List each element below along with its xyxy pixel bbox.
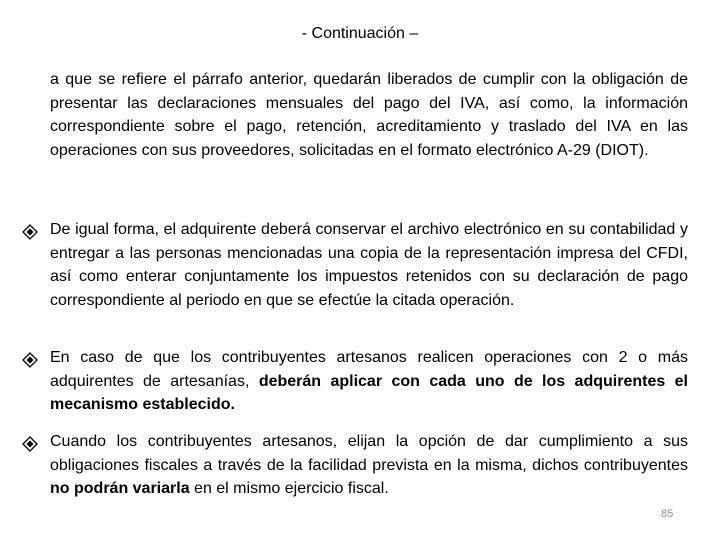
diamond-bullet-icon bbox=[22, 352, 38, 368]
bullet-paragraph-1: De igual forma, el adquirente deberá conservar el archivo electrónico en su contabilidad y entregar a las personas mencionadas una copia de la representación impresa del CFDI, así como enterar conjuntamente los impuestos retenidos con su declaración de pago correspondiente al periodo en que se efectúe la citada operación. bbox=[50, 221, 688, 309]
intro-paragraph: a que se refiere el párrafo anterior, quedarán liberados de cumplir con la obligación de presentar las declaraciones mensuales del pago del IVA, así como, la información correspondiente sobre el pago, retención, acreditamiento y traslado del IVA en las operaciones con sus proveedores, solicitadas en el formato electrónico A-29 (DIOT). bbox=[50, 71, 688, 159]
page-number: 85 bbox=[661, 508, 674, 520]
bullet-paragraph-3-bold: no podrán variarla bbox=[50, 480, 190, 497]
bullet-paragraph-3-text-a: Cuando los contribuyentes artesanos, elijan la opción de dar cumplimiento a sus obligaciones fiscales a través de la facilidad prevista en la misma, dichos contribuyentes bbox=[50, 433, 688, 474]
page-title-text: - Continuación – bbox=[301, 25, 419, 42]
bullet-paragraph-2 bbox=[50, 346, 688, 417]
bullet-paragraph-3 bbox=[50, 430, 688, 501]
diamond-bullet-icon bbox=[22, 436, 38, 452]
bullet-paragraph-2-text: En caso de que los contribuyentes artesanos realicen operaciones con 2 o más adquirentes de artesanías, bbox=[50, 349, 688, 390]
bullet-paragraph-3-text-b: en el mismo ejercicio fiscal. bbox=[189, 480, 389, 497]
bullet-paragraph-2-bold: deberán aplicar con cada uno de los adquirentes el mecanismo establecido. bbox=[50, 372, 688, 413]
page-title bbox=[0, 24, 720, 44]
diamond-bullet-icon bbox=[22, 224, 38, 240]
